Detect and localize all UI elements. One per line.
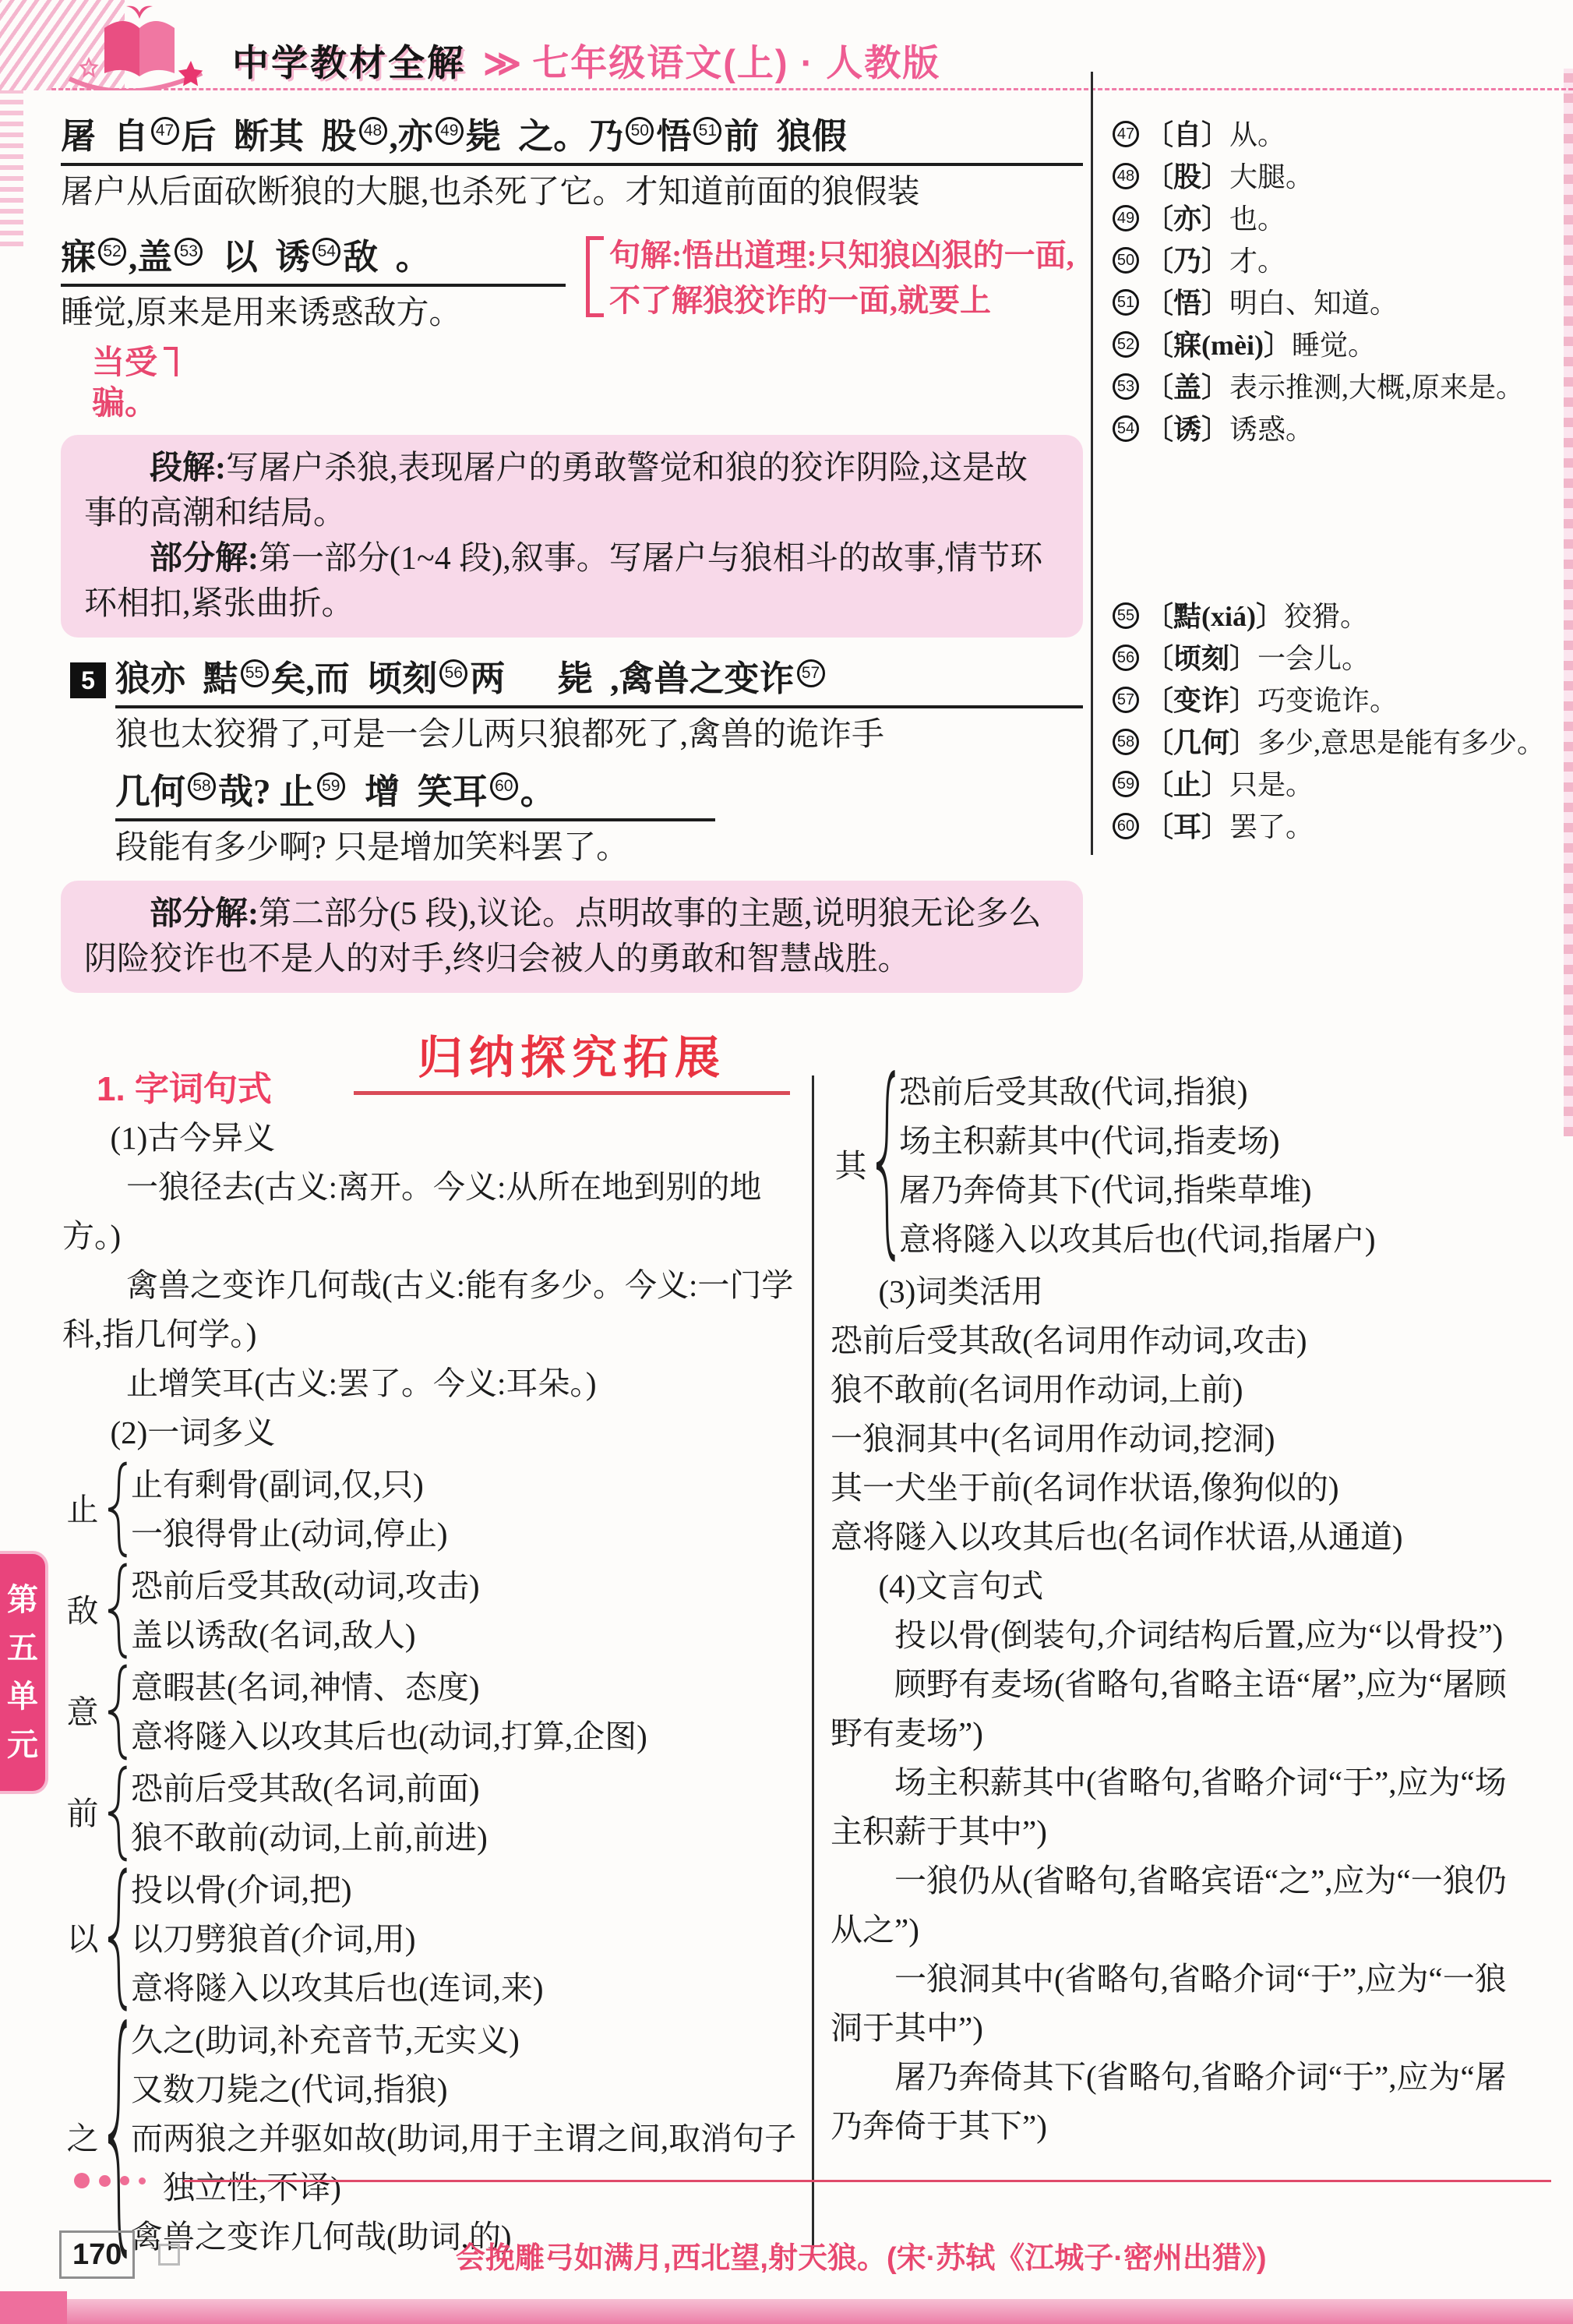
annotation-item: 53 〔盖〕表示推测,大概,原来是。: [1113, 366, 1549, 408]
circled-number: 49: [436, 117, 464, 145]
circled-number: 48: [1113, 163, 1139, 189]
example-item: 意将隧入以攻其后也(名词作状语,从通道): [831, 1519, 1403, 1555]
subheading: (4)文言句式: [878, 1568, 1044, 1604]
circled-number: 53: [1113, 373, 1139, 400]
classical-text-line: 几何 58 哉? 止 59 增 笑耳 60 。: [115, 768, 715, 821]
example-item: 止增笑耳(古义:罢了。今义:耳朵。): [126, 1365, 597, 1401]
polysemy-group: 意 意暇甚(名词,神情、态度) 意将隧入以攻其后也(动词,打算,企图): [62, 1663, 798, 1761]
classical-text-line: 屠 自 47 后 断其 股 48 ,亦 49 毙 之。乃 50 悟 51 前 狼假: [61, 112, 1083, 166]
brace-icon: [103, 1663, 131, 1761]
polysemy-group: 止 止有剩骨(副词,仅,只) 一狼得骨止(动词,停止): [62, 1460, 798, 1559]
bracket-mark: [164, 347, 178, 376]
example-item: 狼不敢前(名词用作动词,上前): [831, 1372, 1243, 1407]
annotation-column-divider: [1091, 72, 1093, 855]
brace-icon: [871, 1068, 899, 1264]
paragraph-5-block: [61, 655, 1083, 870]
example-item: 投以骨(倒装句,介词结构后置,应为“以骨投”): [894, 1617, 1504, 1653]
analysis-paragraph: 部分解:第一部分(1~4 段),叙事。写屠户与狼相斗的故事,情节环环相扣,紧张曲折。: [84, 541, 1043, 622]
group-headword: 以: [66, 1921, 99, 1957]
translation-line: 睡觉,原来是用来诱惑敌方。: [61, 295, 462, 331]
example-item: 场主积薪其中(省略句,省略介词“于”,应为“场主积薪于其中”): [831, 1764, 1507, 1849]
page-header: [0, 0, 1573, 94]
analysis-label: 部分解:: [150, 541, 259, 577]
annotation-item: 55 〔黠(xiá)〕狡猾。: [1113, 595, 1549, 638]
sentence-analysis-note: [586, 233, 1083, 323]
example-item: 顾野有麦场(省略句,省略主语“屠”,应为“屠顾野有麦场”): [831, 1666, 1507, 1751]
group-headword: 其: [834, 1147, 867, 1184]
circled-number: 51: [693, 117, 721, 145]
annotation-item: 59 〔止〕只是。: [1113, 764, 1549, 806]
header-title-row: [232, 34, 940, 87]
note-carryover-text: 当受 骗。: [92, 343, 1083, 424]
circled-number: 50: [1113, 247, 1139, 274]
footer-ornament-row: [74, 2173, 1551, 2188]
annotation-item: 54 〔诱〕诱惑。: [1113, 408, 1549, 450]
analysis-paragraph: 部分解:第二部分(5 段),议论。点明故事的主题,说明狼无论多么阴险狡诈也不是人的对手,终归会被人的勇敢和智慧战胜。: [84, 896, 1042, 977]
circled-number: 59: [317, 772, 345, 800]
footer-rule: [183, 2180, 1551, 2182]
words-and-patterns-column: [62, 1065, 798, 2265]
circled-number: 57: [1113, 687, 1139, 713]
note-label: 句解:: [609, 238, 682, 273]
circled-number: 52: [1113, 331, 1139, 358]
circled-number: 54: [1113, 415, 1139, 442]
polysemy-group: 以 投以骨(介词,把) 以刀劈狼首(介词,用) 意将隧入以攻其后也(连词,来): [62, 1866, 798, 2013]
lower-column-divider: [812, 1075, 814, 2248]
circled-number: 55: [1113, 602, 1139, 629]
page-footer: [59, 2230, 1542, 2279]
circled-number: 50: [626, 117, 654, 145]
circled-number: 49: [1113, 205, 1139, 231]
bottom-band: [0, 2299, 1573, 2324]
annotation-item: 52 〔寐(mèi)〕睡觉。: [1113, 324, 1549, 366]
annotation-item: 49 〔亦〕也。: [1113, 198, 1549, 240]
brace-icon: [103, 2016, 131, 2262]
group-headword: 止: [66, 1491, 99, 1528]
square-icon: [158, 2244, 180, 2266]
annotation-item: 51 〔悟〕明白、知道。: [1113, 282, 1549, 324]
circled-number: 60: [490, 772, 518, 800]
right-page-edge: [1564, 69, 1573, 1136]
example-item: 一狼径去(古义:离开。今义:从所在地到别的地方。): [62, 1169, 762, 1254]
annotation-item: 58 〔几何〕多少,意思是能有多少。: [1113, 722, 1549, 764]
analysis-label: 部分解:: [150, 896, 259, 932]
annotation-item: 48 〔股〕大腿。: [1113, 156, 1549, 198]
annotation-list-55-60: [1113, 595, 1549, 848]
polysemy-group: 前 恐前后受其敌(名词,前面) 狼不敢前(动词,上前,前进): [62, 1764, 798, 1863]
passage-column: [61, 100, 1083, 1095]
unit-tab: 第五单元: [0, 1551, 48, 1794]
group-headword: 意: [66, 1694, 99, 1730]
dot-icon: [120, 2176, 129, 2185]
example-item: 其一犬坐于前(名词作状语,像狗似的): [831, 1470, 1339, 1506]
annotation-item: 47 〔自〕从。: [1113, 114, 1549, 156]
circled-number: 58: [188, 772, 216, 800]
passage-row: [61, 233, 1083, 335]
edition-subtitle: 七年级语文(上) · 人教版: [532, 42, 941, 83]
annotation-item: 60 〔耳〕罢了。: [1113, 806, 1549, 848]
left-edge-stripes-decoration: [0, 90, 23, 246]
circled-number: 53: [175, 238, 203, 266]
group-headword: 之: [66, 2121, 99, 2156]
classical-text-line: 寐 52 ,盖 53 以 诱 54 敌 。: [61, 233, 566, 287]
circled-number: 60: [1113, 813, 1139, 839]
analysis-paragraph: 段解:写屠户杀狼,表现屠户的勇敢警觉和狼的狡诈阴险,这是故事的高潮和结局。: [84, 450, 1028, 532]
circled-number: 57: [797, 659, 825, 687]
margin-annotations: [1113, 114, 1549, 848]
circled-number: 59: [1113, 771, 1139, 797]
circled-number: 47: [151, 117, 179, 145]
page-number: 170: [59, 2230, 135, 2279]
brace-icon: [103, 1562, 131, 1660]
example-item: 一狼仍从(省略句,省略宾语“之”,应为“一狼仍从之”): [831, 1863, 1507, 1948]
circled-number: 58: [1113, 729, 1139, 755]
bottom-corner-block: [0, 2291, 67, 2324]
series-title: 中学教材全解: [232, 42, 466, 83]
annotation-item: 50 〔乃〕才。: [1113, 240, 1549, 282]
subheading: (1)古今异义: [110, 1120, 276, 1156]
example-item: 一狼洞其中(省略句,省略介词“于”,应为“一狼洞于其中”): [831, 1961, 1507, 2046]
translation-line: 屠户从后面砍断狼的大腿,也杀死了它。才知道前面的狼假装: [61, 175, 920, 210]
circled-number: 56: [1113, 645, 1139, 671]
translation-line: 段能有多少啊? 只是增加笑料罢了。: [115, 830, 630, 866]
example-item: 禽兽之变诈几何哉(古义:能有多少。今义:一门学科,指几何学。): [62, 1267, 794, 1352]
translation-line: 狼也太狡猾了,可是一会儿两只狼都死了,禽兽的诡诈手: [115, 717, 885, 753]
circled-number: 52: [98, 238, 126, 266]
circled-number: 51: [1113, 289, 1139, 316]
dot-icon: [99, 2175, 111, 2187]
header-divider: [51, 88, 1573, 90]
brace-icon: [103, 1460, 131, 1559]
annotation-list-47-54: [1113, 114, 1549, 450]
brace-icon: [103, 1764, 131, 1863]
classical-text-line: 狼亦 黠 55 矣,而 顷刻 56 两 毙 ,禽兽之变诈 57: [115, 655, 1083, 708]
polysemy-group: 敌 恐前后受其敌(动词,攻击) 盖以诱敌(名词,敌人): [62, 1562, 798, 1660]
group-headword: 前: [66, 1795, 99, 1831]
circled-number: 56: [439, 659, 467, 687]
example-item: 屠乃奔倚其下(省略句,省略介词“于”,应为“屠乃奔倚于其下”): [831, 2059, 1507, 2144]
circled-number: 47: [1113, 121, 1139, 147]
circled-number: 48: [359, 117, 387, 145]
book-logo: [58, 5, 221, 94]
example-item: 恐前后受其敌(名词用作动词,攻击): [831, 1323, 1307, 1358]
footer-quote: 会挽雕弓如满月,西北望,射天狼。(宋·苏轼《江城子·密州出猎》): [455, 2241, 1267, 2275]
group-headword: 敌: [66, 1592, 99, 1629]
polysemy-group: 其 恐前后受其敌(代词,指狼) 场主积薪其中(代词,指麦场) 屠乃奔倚其下(代词,指柴草堆) 意将隧入以攻其后也(代词,指屠户): [831, 1068, 1529, 1264]
example-item: 一狼洞其中(名词用作动词,挖洞): [831, 1421, 1275, 1457]
brace-icon: [103, 1866, 131, 2013]
dot-icon: [139, 2177, 146, 2184]
section-title: 归纳探究拓展: [417, 1033, 726, 1083]
list-heading: 1. 字词句式: [97, 1070, 272, 1108]
paragraph-number-marker: 5: [70, 662, 106, 698]
circled-number: 54: [312, 238, 340, 266]
grammar-analysis-column: [831, 1065, 1529, 2151]
subheading: (3)词类活用: [878, 1273, 1044, 1309]
subheading: (2)一词多义: [110, 1415, 276, 1450]
annotation-item: 56 〔顷刻〕一会儿。: [1113, 638, 1549, 680]
circled-number: 55: [241, 659, 269, 687]
analysis-label: 段解:: [150, 450, 226, 486]
paragraph-analysis-box: [61, 435, 1083, 638]
dot-icon: [74, 2173, 90, 2188]
note-text: 悟出道理:只知狼凶狠的一面,不了解狼狡诈的一面,就要上: [609, 238, 1074, 318]
chevron-decoration: ≫: [483, 42, 522, 83]
polysemy-group: 之 久之(助词,补充音节,无实义) 又数刀毙之(代词,指狼) 而两狼之并驱如故(助词,用于主谓之间,取消句子独立性,不译) 禽兽之变诈几何哉(助词,的): [62, 2016, 798, 2262]
annotation-item: 57 〔变诈〕巧变诡诈。: [1113, 680, 1549, 722]
section-analysis-box: [61, 881, 1083, 993]
